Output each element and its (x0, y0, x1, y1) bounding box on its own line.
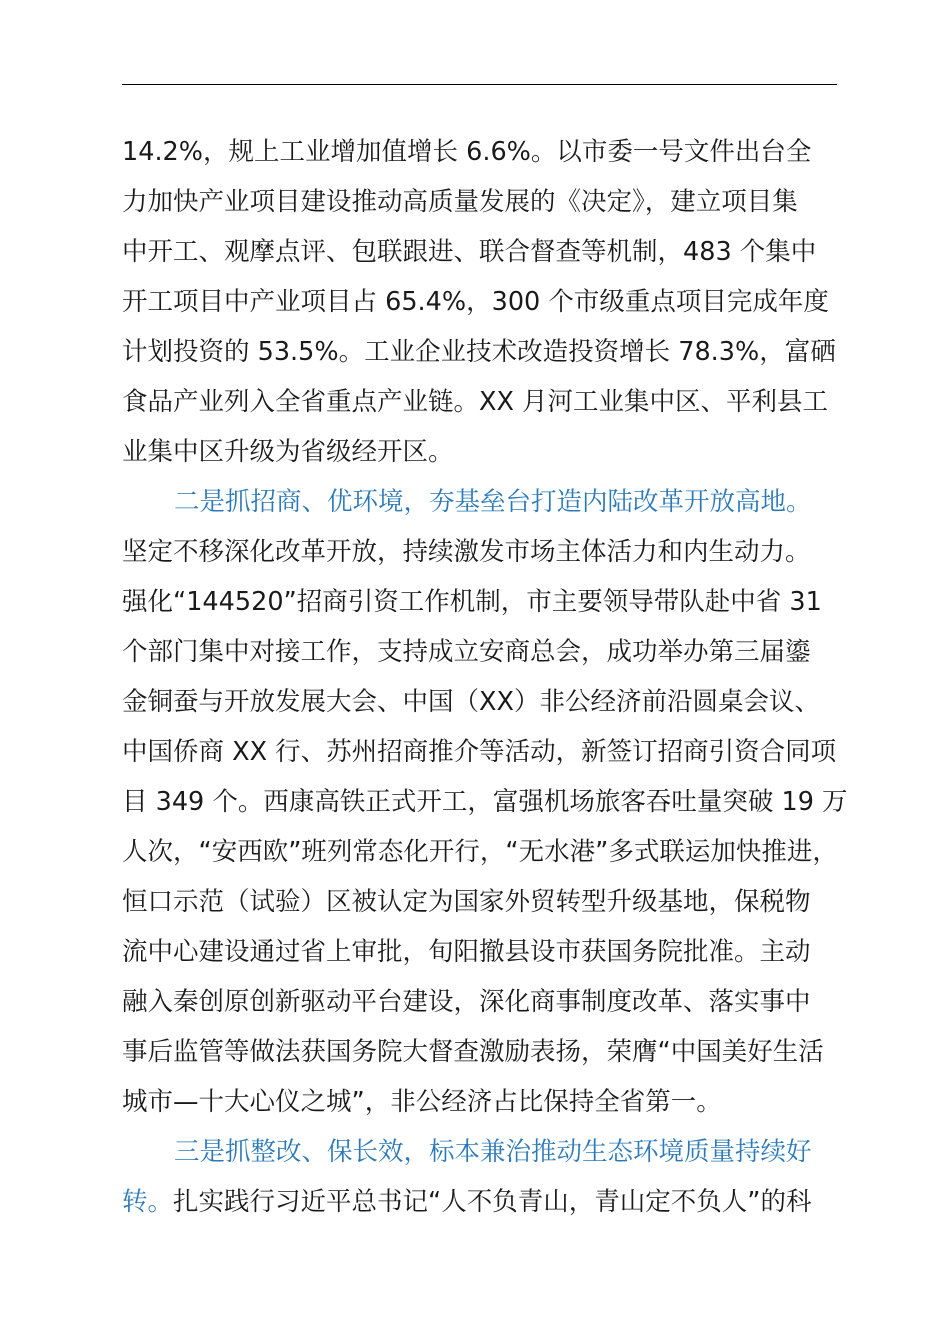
text-line (122, 1177, 842, 1227)
text-line: 人次，“安西欧”班列常态化开行，“无水港”多式联运加快推进， (122, 837, 838, 867)
text-line: 开工项目中产业项目占 65.4%，300 个市级重点项目完成年度 (122, 287, 829, 317)
section-heading-3: 三是抓整改、保长效，标本兼治推动生态环境质量持续好 (174, 1137, 812, 1167)
text-line: 业集中区升级为省级经开区。 (122, 437, 454, 467)
text-line: 中国侨商 XX 行、苏州招商推介等活动，新签订招商引资合同项 (122, 737, 837, 767)
paragraph-investment-reform (122, 477, 848, 1127)
text-line: 流中心建设通过省上审批，旬阳撤县设市获国务院批准。主动 (122, 937, 811, 967)
text-line: 强化“144520”招商引资工作机制，市主要领导带队赴中省 31 (122, 587, 822, 617)
paragraph-ecology (122, 1127, 842, 1227)
text-line: 食品产业列入全省重点产业链。XX 月河工业集中区、平利县工 (122, 387, 829, 417)
document-body (122, 127, 848, 1227)
text-line-rest: 扎实践行习近平总书记“人不负青山，青山定不负人”的科 (173, 1187, 812, 1217)
text-line: 14.2%，规上工业增加值增长 6.6%。以市委一号文件出台全 (122, 137, 812, 167)
text-line: 力加快产业项目建设推动高质量发展的《决定》，建立项目集 (122, 187, 798, 217)
section-heading-3-end: 转。 (122, 1187, 174, 1217)
text-line: 融入秦创原创新驱动平台建设，深化商事制度改革、落实事中 (122, 987, 811, 1017)
paragraph-industrial-projects (122, 127, 842, 477)
text-line: 目 349 个。西康高铁正式开工，富强机场旅客吞吐量突破 19 万 (122, 787, 848, 817)
section-heading-2: 二是抓招商、优环境，夯基垒台打造内陆改革开放高地。 (174, 487, 812, 517)
text-line: 个部门集中对接工作，支持成立安商总会，成功举办第三届鎏 (122, 637, 811, 667)
text-line: 事后监管等做法获国务院大督查激励表扬，荣膺“中国美好生活 (122, 1037, 824, 1067)
text-line: 中开工、观摩点评、包联跟进、联合督查等机制，483 个集中 (122, 237, 817, 267)
text-line: 城市—十大心仪之城”，非公经济占比保持全省第一。 (122, 1087, 722, 1117)
text-line: 恒口示范（试验）区被认定为国家外贸转型升级基地，保税物 (122, 887, 811, 917)
header-rule (122, 84, 837, 85)
text-line: 金铜蚕与开放发展大会、中国（XX）非公经济前沿圆桌会议、 (122, 687, 820, 717)
text-line: 坚定不移深化改革开放，持续激发市场主体活力和内生动力。 (122, 537, 811, 567)
text-line: 计划投资的 53.5%。工业企业技术改造投资增长 78.3%，富硒 (122, 337, 836, 367)
